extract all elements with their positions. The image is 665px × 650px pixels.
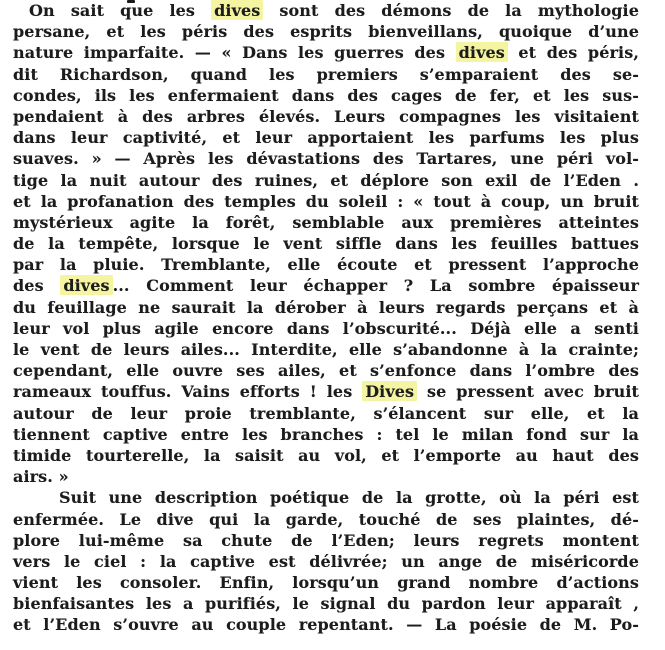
text-segment: enfermée. Le dive qui la garde, touché de ses plaintes, dé-	[13, 509, 639, 529]
text-line	[13, 127, 639, 148]
text-segment: On sait que les	[29, 1, 212, 20]
text-line	[13, 233, 639, 254]
text-segment: et la profanation des temples du soleil : « tout à coup, un bruit	[13, 191, 639, 211]
search-highlight: dives	[60, 275, 112, 295]
text-segment: suaves. » — Après les dévastations des Tartares, une péri vol-	[13, 149, 639, 169]
text-segment: sont des démons de la mythologie	[263, 1, 640, 20]
text-line	[13, 381, 639, 402]
text-line	[13, 212, 639, 233]
text-line	[13, 318, 639, 339]
text-line	[13, 530, 639, 551]
text-line	[13, 593, 639, 614]
text-segment: tige la nuit autour des ruines, et déplore son exil de l’Eden .	[13, 170, 639, 190]
text-line	[13, 21, 639, 42]
text-segment: pendaient à des arbres élevés. Leurs compagnes les visitaient	[13, 106, 639, 126]
text-segment: vers le ciel : la captive est délivrée; un ange de miséricorde	[13, 551, 639, 571]
text-segment: le vent de leurs ailes... Interdite, elle s’abandonne à la crainte;	[13, 340, 639, 359]
text-segment: autour de leur proie tremblante, s’élancent sur elle, et la	[13, 403, 639, 423]
text-segment: leur vol plus agile encore dans l’obscurité... Déjà elle a senti	[13, 318, 639, 338]
text-line	[13, 551, 639, 572]
text-line	[13, 445, 639, 466]
text-line	[13, 170, 639, 191]
text-line	[13, 487, 639, 508]
text-block	[13, 0, 639, 636]
text-segment: timide tourterelle, la saisit au vol, et l’emporte au haut des	[13, 445, 639, 465]
paragraph	[13, 487, 639, 635]
text-segment: par la pluie. Tremblante, elle écoute et pressent l’approche	[13, 255, 639, 275]
text-segment: mystérieux agite la forêt, semblable aux premières atteintes	[13, 212, 639, 232]
text-line	[13, 509, 639, 530]
search-highlight: Dives	[362, 381, 417, 401]
text-line	[13, 191, 639, 212]
text-segment: ... Comment leur échapper ? La sombre épaisseur	[112, 276, 639, 296]
text-line	[13, 403, 639, 424]
text-line	[13, 148, 639, 169]
text-line	[13, 106, 639, 127]
search-highlight: dives	[211, 0, 263, 20]
text-segment: vient les consoler. Enfin, lorsqu’un grand nombre d’actions	[13, 573, 639, 593]
text-segment: du feuillage ne saurait la dérober à leurs regards perçans et à	[13, 297, 639, 317]
text-segment: et des péris,	[507, 43, 639, 63]
text-line	[13, 254, 639, 275]
text-segment: se pressent avec bruit	[417, 382, 639, 402]
text-line	[13, 572, 639, 593]
text-segment: tiennent captive entre les branches : tel le milan fond sur la	[13, 424, 639, 444]
text-line	[13, 466, 639, 487]
text-line	[13, 339, 639, 360]
text-segment: et l’Eden s’ouvre au couple repentant. — La poésie de M. Po-	[13, 615, 639, 635]
text-line	[13, 424, 639, 445]
text-segment: Suit une description poétique de la grotte, où la péri est	[59, 488, 639, 508]
text-line	[13, 64, 639, 85]
text-line	[13, 275, 639, 296]
text-segment: rameaux touffus. Vains efforts ! les	[13, 382, 363, 402]
text-line	[13, 0, 639, 21]
text-segment: cependant, elle ouvre ses ailes, et s’enfonce dans l’ombre des	[13, 361, 639, 381]
text-segment: condes, ils les enfermaient dans des cages de fer, et les sus-	[13, 85, 639, 105]
paragraph	[13, 0, 639, 487]
search-highlight: dives	[456, 42, 508, 62]
text-segment: bienfaisantes les a purifiés, le signal du pardon leur apparaît ,	[13, 594, 639, 614]
text-segment: persane, et les péris des esprits bienveillans, quoique d’une	[13, 22, 639, 42]
text-segment: de la tempête, lorsque le vent siffle dans les feuilles battues	[13, 234, 639, 254]
text-line	[13, 85, 639, 106]
text-segment: dans leur captivité, et leur apportaient les parfums les plus	[13, 128, 639, 148]
text-segment: airs. »	[13, 467, 69, 487]
text-line	[13, 42, 639, 63]
text-line	[13, 360, 639, 381]
text-line	[13, 614, 639, 635]
text-segment: nature imparfaite. — « Dans les guerres des	[13, 43, 456, 63]
text-segment: dit Richardson, quand les premiers s’emparaient des se-	[13, 64, 639, 84]
text-segment: plore lui-même sa chute de l’Eden; leurs regrets montent	[13, 530, 639, 550]
text-line	[13, 297, 639, 318]
text-segment: des	[13, 276, 61, 296]
